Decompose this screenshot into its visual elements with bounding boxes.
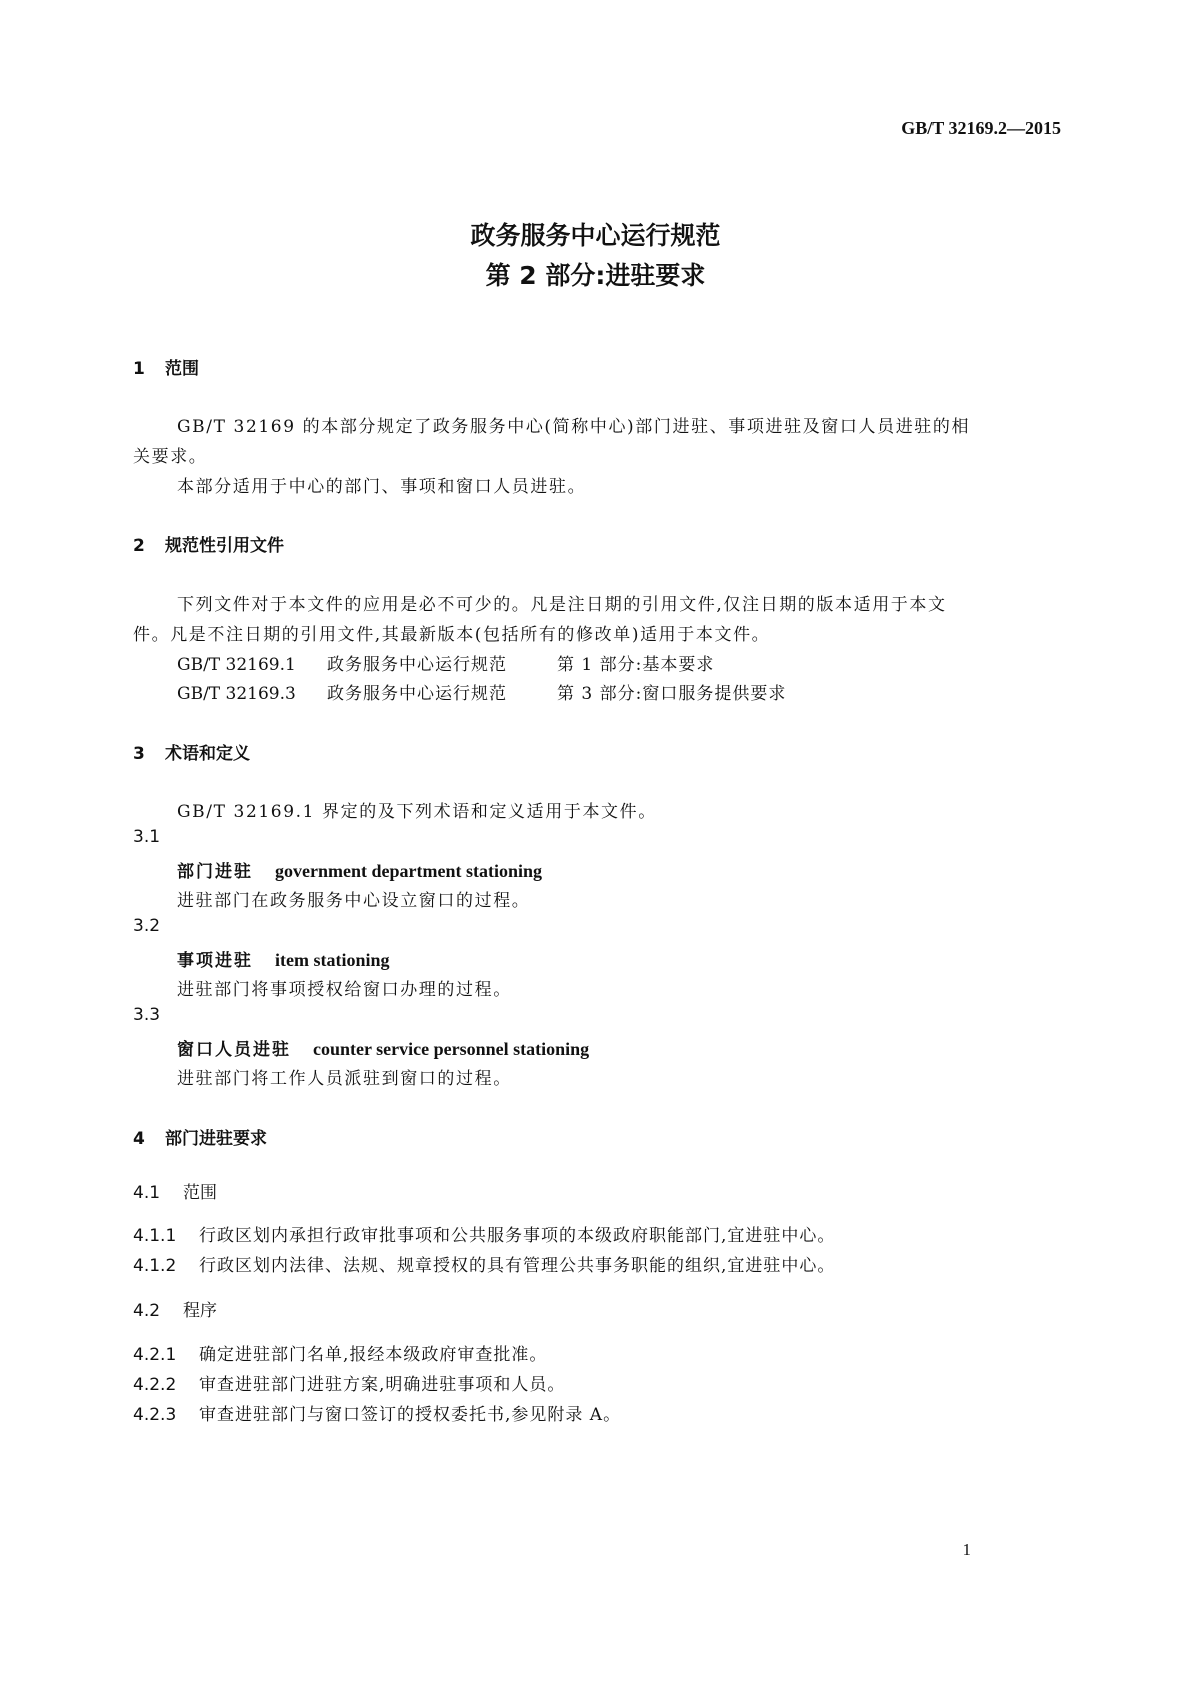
clause-text: 确定进驻部门名单,报经本级政府审查批准。 [199,1345,548,1365]
section-title: 术语和定义 [165,744,250,764]
subsection-number: 4.1 [133,1183,161,1203]
reference-code: GB/T 32169.3 [177,684,296,704]
section-2-heading [133,531,284,556]
section-title: 规范性引用文件 [165,536,284,556]
normative-reference [177,679,786,704]
document-subtitle: 第 2 部分:进驻要求 [485,261,706,290]
reference-title: 政务服务中心运行规范 [327,655,507,675]
clause-number: 4.1.1 [133,1226,177,1246]
clause [133,1400,621,1425]
reference-part: 第 1 部分:基本要求 [557,655,715,675]
term-en: counter service personnel stationing [313,1039,590,1059]
paragraph: 下列文件对于本文件的应用是必不可少的。凡是注日期的引用文件,仅注日期的版本适用于本文 [177,595,947,615]
clause-text: 审查进驻部门进驻方案,明确进驻事项和人员。 [199,1375,566,1395]
clause-number: 4.2.2 [133,1375,177,1395]
clause-text: 行政区划内承担行政审批事项和公共服务事项的本级政府职能部门,宜进驻中心。 [199,1226,836,1246]
section-number: 1 [133,359,145,379]
section-number: 2 [133,536,145,556]
section-1-heading [133,354,199,379]
clause [133,1251,835,1276]
term-number: 3.3 [133,1005,161,1025]
term-entry [177,1035,589,1060]
clause-text: 行政区划内法律、法规、规章授权的具有管理公共事务职能的组织,宜进驻中心。 [199,1256,836,1276]
clause-number: 4.2.3 [133,1405,177,1425]
page-number: 1 [962,1540,971,1559]
section-number: 4 [133,1129,145,1149]
paragraph: 关要求。 [133,447,208,467]
section-title: 范围 [165,359,199,379]
paragraph: 件。凡是不注日期的引用文件,其最新版本(包括所有的修改单)适用于本文件。 [133,625,771,645]
paragraph: GB/T 32169.1 界定的及下列术语和定义适用于本文件。 [177,802,657,822]
term-zh: 部门进驻 [177,862,253,882]
term-zh: 事项进驻 [177,951,253,971]
standard-number: GB/T 32169.2—2015 [901,118,1061,138]
reference-title: 政务服务中心运行规范 [327,684,507,704]
section-4-heading [133,1124,267,1149]
clause [133,1221,835,1246]
subsection-number: 4.2 [133,1301,161,1321]
paragraph: GB/T 32169 的本部分规定了政务服务中心(简称中心)部门进驻、事项进驻及窗口人员进驻的相 [177,417,971,437]
section-number: 3 [133,744,145,764]
term-definition: 进驻部门将工作人员派驻到窗口的过程。 [177,1069,512,1089]
paragraph: 本部分适用于中心的部门、事项和窗口人员进驻。 [177,477,587,497]
section-3-heading [133,739,250,764]
subsection-title: 范围 [183,1183,217,1203]
clause-number: 4.2.1 [133,1345,177,1365]
clause [133,1340,547,1365]
term-number: 3.2 [133,916,161,936]
subsection-4-1-heading [133,1178,217,1203]
subsection-title: 程序 [183,1301,217,1321]
reference-part: 第 3 部分:窗口服务提供要求 [557,684,787,704]
term-entry [177,946,390,971]
term-number: 3.1 [133,827,161,847]
document-title: 政务服务中心运行规范 [470,221,721,250]
term-definition: 进驻部门将事项授权给窗口办理的过程。 [177,980,512,1000]
clause [133,1370,565,1395]
normative-reference [177,650,714,675]
term-en: government department stationing [275,861,542,881]
term-entry [177,857,542,882]
clause-text: 审查进驻部门与窗口签订的授权委托书,参见附录 A。 [199,1405,622,1425]
clause-number: 4.1.2 [133,1256,177,1276]
subsection-4-2-heading [133,1296,217,1321]
term-en: item stationing [275,950,390,970]
section-title: 部门进驻要求 [165,1129,267,1149]
reference-code: GB/T 32169.1 [177,655,296,675]
term-zh: 窗口人员进驻 [177,1040,291,1060]
term-definition: 进驻部门在政务服务中心设立窗口的过程。 [177,891,531,911]
